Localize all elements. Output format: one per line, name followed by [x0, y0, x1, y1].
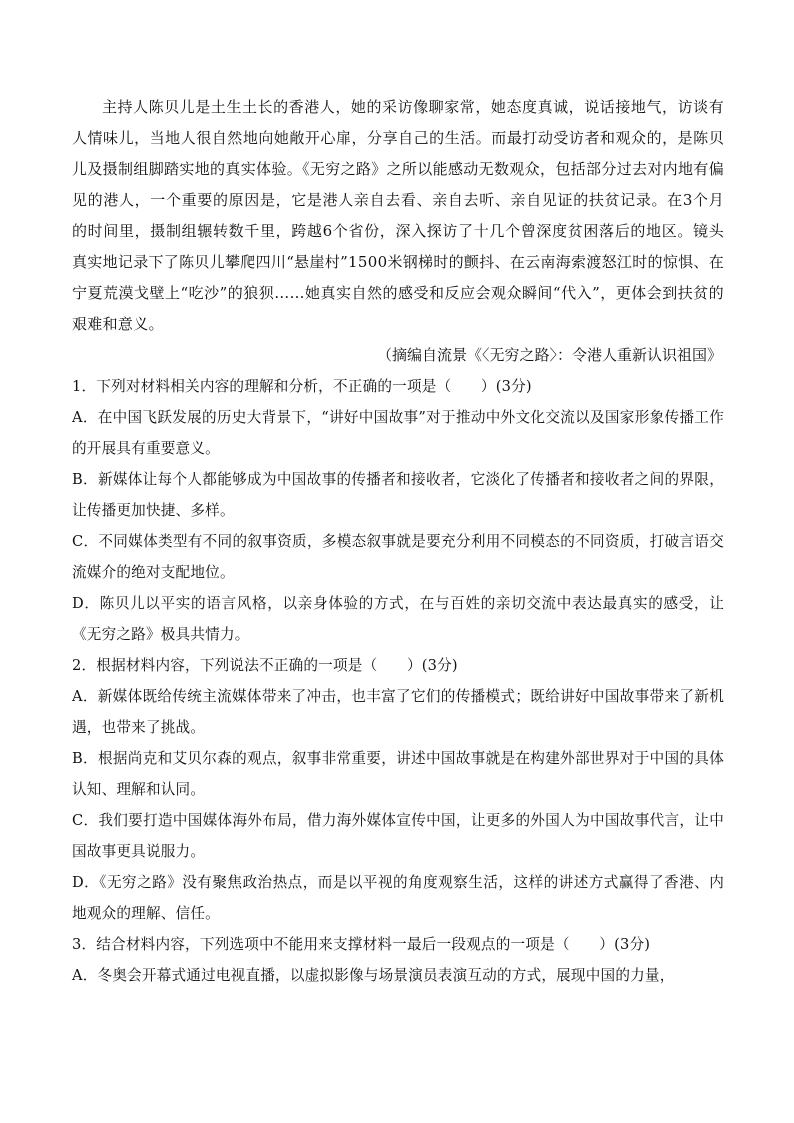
question-stem: 1．下列对材料相关内容的理解和分析，不正确的一项是（ ）(3分)	[72, 378, 532, 395]
question-1	[72, 371, 724, 650]
question-3	[72, 929, 724, 991]
option-a: A．冬奥会开幕式通过电视直播，以虚拟影像与场景演员表演互动的方式，展现中国的力量，	[72, 967, 675, 984]
document-page	[72, 92, 724, 991]
option-c: C．不同媒体类型有不同的叙事资质，多模态叙事就是要充分利用不同模态的不同资质，打破言语交流媒介的绝对支配地位。	[72, 533, 724, 581]
option-c: C．我们要打造中国媒体海外布局，借力海外媒体宣传中国，让更多的外国人为中国故事代言，让中国故事更具说服力。	[72, 812, 724, 860]
option-a: A．在中国飞跃发展的历史大背景下，“讲好中国故事”对于推动中外文化交流以及国家形象传播工作的开展具有重要意义。	[72, 409, 724, 457]
passage-source: （摘编自流景《〈无穷之路〉：令港人重新认识祖国》	[376, 346, 722, 364]
passage-paragraph: 主持人陈贝儿是土生土长的香港人，她的采访像聊家常，她态度真诚，说话接地气，访谈有人情味儿，当地人很自然地向她敞开心扉，分享自己的生活。而最打动受访者和观众的，是陈贝儿及摄制组脚踏实地的真实体验。《无穷之路》之所以能感动无数观众，包括部分过去对内地有偏见的港人，一个重要的原因是，它是港人亲自去看、亲自去听、亲自见证的扶贫记录。在3个月的时间里，摄制组辗转数千里，跨越6个省份，深入探访了十几个曾深度贫困落后的地区。镜头真实地记录下了陈贝儿攀爬四川“悬崖村”1500米钢梯时的颤抖、在云南海索渡怒江时的惊惧、在宁夏荒漠戈壁上“吃沙”的狼狈……她真实自然的感受和反应会观众瞬间“代入”，更体会到扶贫的艰难和意义。	[72, 98, 725, 333]
option-b: B．根据尚克和艾贝尔森的观点，叙事非常重要，讲述中国故事就是在构建外部世界对于中国的具体认知、理解和认同。	[72, 750, 724, 798]
option-b: B．新媒体让每个人都能够成为中国故事的传播者和接收者，它淡化了传播者和接收者之间的界限，让传播更加快捷、多样。	[72, 471, 724, 519]
option-a: A．新媒体既给传统主流媒体带来了冲击，也丰富了它们的传播模式；既给讲好中国故事带来了新机遇，也带来了挑战。	[72, 688, 724, 736]
question-2	[72, 650, 724, 929]
option-d: D．《无穷之路》没有聚焦政治热点，而是以平视的角度观察生活，这样的讲述方式赢得了香港、内地观众的理解、信任。	[72, 874, 724, 922]
option-d: D．陈贝儿以平实的语言风格，以亲身体验的方式，在与百姓的亲切交流中表达最真实的感受，让《无穷之路》极具共情力。	[72, 595, 724, 643]
question-stem: 2．根据材料内容，下列说法不正确的一项是（ ）(3分)	[72, 657, 458, 674]
question-stem: 3．结合材料内容，下列选项中不能用来支撑材料一最后一段观点的一项是（ ）(3分)	[72, 936, 651, 953]
